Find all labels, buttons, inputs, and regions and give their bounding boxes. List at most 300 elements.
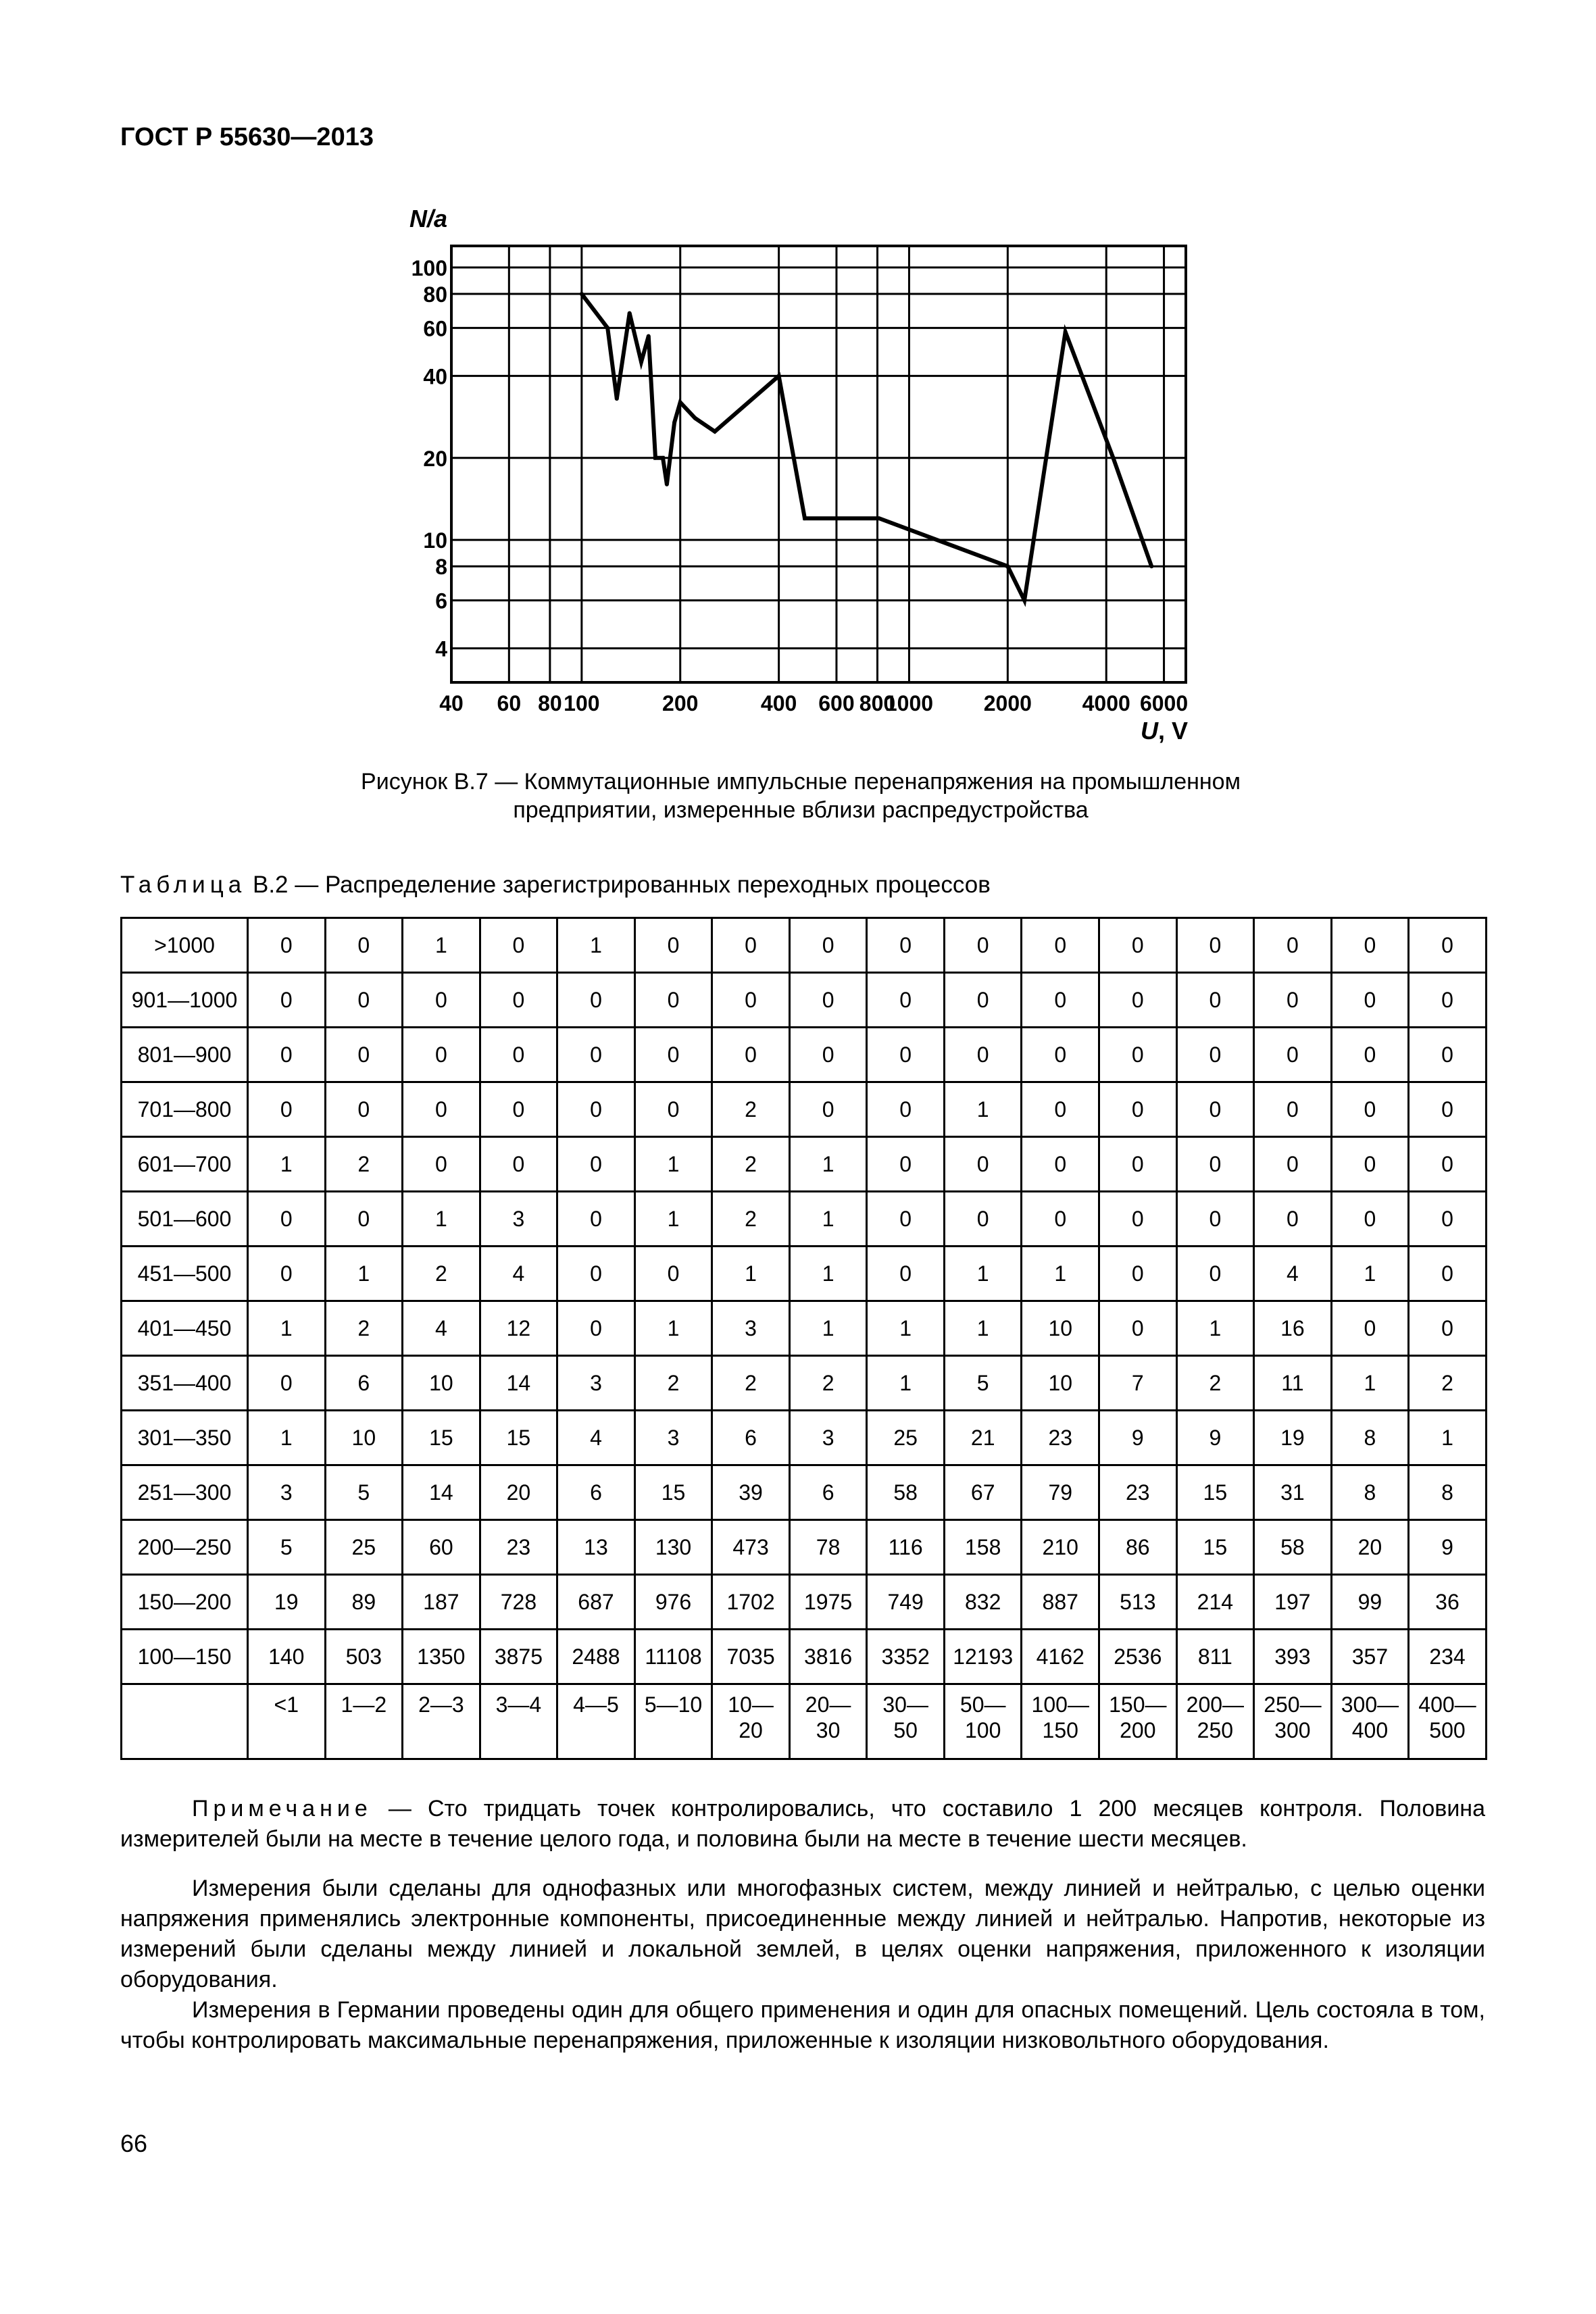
duration-header-cell — [1254, 1684, 1332, 1759]
count-cell: 4 — [557, 1411, 635, 1465]
count-cell: 749 — [867, 1575, 945, 1630]
voltage-range-cell: 351—400 — [122, 1356, 248, 1411]
table-title — [120, 872, 991, 899]
duration-header-line: 150— — [1109, 1692, 1167, 1717]
duration-header-line: 100 — [965, 1718, 1001, 1742]
count-cell: 0 — [867, 1082, 945, 1137]
y-tick-label: 10 — [423, 528, 447, 553]
count-cell: 234 — [1409, 1630, 1487, 1684]
count-cell: 0 — [325, 1082, 403, 1137]
count-cell: 0 — [325, 918, 403, 973]
duration-header-line: 5—10 — [644, 1692, 703, 1717]
count-cell: 0 — [944, 1028, 1022, 1082]
x-tick-labels — [439, 691, 1188, 715]
duration-header-row — [122, 1684, 1487, 1759]
series-point — [1022, 599, 1026, 603]
chart-vertical-gridlines — [451, 246, 1164, 682]
count-cell: 0 — [1254, 973, 1332, 1028]
count-cell: 16 — [1254, 1301, 1332, 1356]
y-tick-labels — [412, 256, 448, 661]
count-cell: 58 — [1254, 1520, 1332, 1575]
transients-table — [120, 917, 1487, 1760]
count-cell: 1 — [248, 1411, 326, 1465]
count-cell: 6 — [557, 1465, 635, 1520]
count-cell: 6 — [325, 1356, 403, 1411]
x-tick-label: 2000 — [983, 691, 1032, 715]
count-cell: 0 — [557, 1192, 635, 1247]
table-title-text: В.2 — Распределение зарегистрированных переходных процессов — [252, 872, 991, 898]
duration-header-line: 100— — [1031, 1692, 1089, 1717]
duration-header-cell — [1022, 1684, 1099, 1759]
count-cell: 31 — [1254, 1465, 1332, 1520]
body-paragraph-2: Измерения в Германии проведены один для общего применения и один для опасных помещений. Цель состояла в том, чтобы контролировать максимальные перенапряжения, приложенные к изоляции низковольтного оборудования. — [120, 1997, 1485, 2053]
count-cell: 19 — [248, 1575, 326, 1630]
x-tick-label: 800 — [859, 691, 896, 715]
duration-header-cell — [712, 1684, 790, 1759]
count-cell: 1 — [789, 1192, 867, 1247]
x-tick-label: 100 — [564, 691, 600, 715]
count-cell: 0 — [634, 1028, 712, 1082]
duration-header-cell — [248, 1684, 326, 1759]
count-cell: 5 — [325, 1465, 403, 1520]
x-tick-label: 80 — [538, 691, 562, 715]
duration-header-line: 150 — [1042, 1718, 1078, 1742]
count-cell: 0 — [1099, 1082, 1177, 1137]
voltage-range-cell: 501—600 — [122, 1192, 248, 1247]
x-tick-label: 600 — [818, 691, 855, 715]
count-cell: 3 — [789, 1411, 867, 1465]
voltage-range-cell: 901—1000 — [122, 973, 248, 1028]
series-point — [580, 292, 584, 296]
duration-header-line: 400— — [1418, 1692, 1476, 1717]
count-cell: 1 — [1022, 1247, 1099, 1301]
count-cell: 0 — [634, 1082, 712, 1137]
count-cell: 1 — [248, 1137, 326, 1192]
count-cell: 0 — [944, 1137, 1022, 1192]
chart-frame — [451, 246, 1186, 682]
duration-header-line: 400 — [1351, 1718, 1389, 1742]
count-cell: 0 — [1176, 1082, 1254, 1137]
count-cell: 728 — [480, 1575, 557, 1630]
count-cell: 3 — [712, 1301, 790, 1356]
count-cell: 0 — [248, 918, 326, 973]
series-point — [628, 311, 632, 315]
duration-header-cell — [634, 1684, 712, 1759]
count-cell: 0 — [1331, 918, 1409, 973]
count-cell: 2488 — [557, 1630, 635, 1684]
count-cell: 1 — [1176, 1301, 1254, 1356]
y-tick-label: 80 — [423, 282, 447, 307]
count-cell: 86 — [1099, 1520, 1177, 1575]
count-cell: 10 — [1022, 1356, 1099, 1411]
count-cell: 5 — [248, 1520, 326, 1575]
count-cell: 0 — [1099, 918, 1177, 973]
x-tick-label: 6000 — [1139, 691, 1189, 715]
count-cell: 0 — [634, 918, 712, 973]
count-cell: 0 — [480, 1137, 557, 1192]
count-cell: 2 — [712, 1192, 790, 1247]
note-label: Примечание — [192, 1796, 372, 1821]
count-cell: 0 — [1254, 1192, 1332, 1247]
table-title-word: Таблица — [120, 872, 247, 898]
duration-header-line: 20 — [739, 1718, 763, 1742]
count-cell: 0 — [1176, 1247, 1254, 1301]
duration-header-cell — [325, 1684, 403, 1759]
count-cell: 0 — [712, 973, 790, 1028]
document-header: ГОСТ Р 55630—2013 — [120, 123, 374, 151]
count-cell: 15 — [480, 1411, 557, 1465]
count-cell: 0 — [1409, 1247, 1487, 1301]
count-cell: 976 — [634, 1575, 712, 1630]
count-cell: 0 — [867, 918, 945, 973]
count-cell: 0 — [1176, 1192, 1254, 1247]
count-cell: 887 — [1022, 1575, 1099, 1630]
count-cell: 0 — [557, 1028, 635, 1082]
count-cell: 0 — [325, 973, 403, 1028]
count-cell: 0 — [248, 1028, 326, 1082]
count-cell: 1 — [944, 1082, 1022, 1137]
voltage-range-cell: 401—450 — [122, 1301, 248, 1356]
count-cell: 0 — [634, 1247, 712, 1301]
count-cell: 1 — [789, 1247, 867, 1301]
count-cell: 9 — [1409, 1520, 1487, 1575]
count-cell: 7035 — [712, 1630, 790, 1684]
count-cell: 11108 — [634, 1630, 712, 1684]
series-point — [877, 516, 881, 520]
duration-header-line: 20— — [805, 1692, 851, 1717]
count-cell: 187 — [403, 1575, 480, 1630]
count-cell: 10 — [403, 1356, 480, 1411]
series-point — [678, 400, 682, 404]
count-cell: 0 — [557, 973, 635, 1028]
duration-header-line: 250— — [1264, 1692, 1322, 1717]
duration-header-line: 3—4 — [495, 1692, 542, 1717]
series-point — [661, 456, 665, 460]
series-point — [653, 456, 657, 460]
count-cell: 0 — [789, 918, 867, 973]
count-cell: 1 — [403, 1192, 480, 1247]
duration-header-line: 30 — [816, 1718, 841, 1742]
count-cell: 0 — [248, 973, 326, 1028]
count-cell: 0 — [557, 1082, 635, 1137]
series-point — [803, 516, 807, 520]
figure-caption-line-2: предприятии, измеренные вблизи распредустройства — [513, 797, 1089, 823]
note-text: — Сто тридцать точек контролировались, что составило 1 200 месяцев контроля. Половина измерителей были на месте в течение целого года, и половина были на месте в течение шести месяцев. — [120, 1796, 1485, 1852]
count-cell: 0 — [403, 1028, 480, 1082]
body-paragraph-1: Измерения были сделаны для однофазных или многофазных систем, между линией и нейтралью, с целью оценки напряжения применялись электронные компоненты, присоединенные между линией и нейтралью. Напротив, некоторые из измерений были сделаны между линией и локальной землей, в целях оценки напряжения, приложенного к изоляции оборудования. — [120, 1876, 1485, 1992]
count-cell: 1 — [557, 918, 635, 973]
count-cell: 214 — [1176, 1575, 1254, 1630]
count-cell: 23 — [1099, 1465, 1177, 1520]
count-cell: 6 — [789, 1465, 867, 1520]
x-tick-label: 1000 — [884, 691, 934, 715]
count-cell: 4 — [480, 1247, 557, 1301]
count-cell: 0 — [1099, 1137, 1177, 1192]
duration-header-line: 10— — [728, 1692, 774, 1717]
table-row — [122, 1356, 1487, 1411]
count-cell: 10 — [1022, 1301, 1099, 1356]
duration-header-line: 2—3 — [418, 1692, 464, 1717]
duration-header-cell — [944, 1684, 1022, 1759]
count-cell: 79 — [1022, 1465, 1099, 1520]
count-cell: 7 — [1099, 1356, 1177, 1411]
count-cell: 0 — [1099, 1192, 1177, 1247]
count-cell: 210 — [1022, 1520, 1099, 1575]
count-cell: 0 — [1176, 1028, 1254, 1082]
count-cell: 2 — [325, 1301, 403, 1356]
duration-header-cell — [1409, 1684, 1487, 1759]
x-tick-label: 60 — [497, 691, 522, 715]
count-cell: 1350 — [403, 1630, 480, 1684]
count-cell: 1 — [634, 1301, 712, 1356]
duration-header-cell — [1176, 1684, 1254, 1759]
count-cell: 2 — [1176, 1356, 1254, 1411]
page-number: 66 — [120, 2130, 148, 2157]
count-cell: 2 — [403, 1247, 480, 1301]
voltage-range-cell: >1000 — [122, 918, 248, 973]
count-cell: 0 — [867, 1137, 945, 1192]
duration-header-line: 250 — [1197, 1718, 1234, 1742]
count-cell: 2 — [712, 1137, 790, 1192]
count-cell: 0 — [1176, 973, 1254, 1028]
voltage-range-cell: 301—350 — [122, 1411, 248, 1465]
table-row — [122, 1520, 1487, 1575]
count-cell: 0 — [1409, 1082, 1487, 1137]
count-cell: 78 — [789, 1520, 867, 1575]
duration-header-cell — [1099, 1684, 1177, 1759]
duration-header-cell — [403, 1684, 480, 1759]
count-cell: 1 — [1331, 1356, 1409, 1411]
y-tick-label: 40 — [423, 364, 447, 389]
count-cell: 0 — [480, 918, 557, 973]
count-cell: 0 — [248, 1082, 326, 1137]
y-axis-label: N/a — [409, 205, 448, 232]
count-cell: 0 — [480, 1028, 557, 1082]
count-cell: 0 — [1331, 1301, 1409, 1356]
count-cell: 0 — [944, 918, 1022, 973]
count-cell: 1 — [944, 1301, 1022, 1356]
voltage-range-cell: 150—200 — [122, 1575, 248, 1630]
count-cell: 0 — [1176, 1137, 1254, 1192]
count-cell: 3816 — [789, 1630, 867, 1684]
duration-header-line: 30— — [882, 1692, 928, 1717]
count-cell: 15 — [634, 1465, 712, 1520]
duration-header-line: 50 — [893, 1718, 918, 1742]
count-cell: 0 — [1409, 1028, 1487, 1082]
count-cell: 1 — [867, 1301, 945, 1356]
duration-header-cell — [557, 1684, 635, 1759]
count-cell: 25 — [325, 1520, 403, 1575]
count-cell: 14 — [480, 1356, 557, 1411]
voltage-range-cell: 601—700 — [122, 1137, 248, 1192]
count-cell: 0 — [1022, 1028, 1099, 1082]
count-cell: 0 — [325, 1028, 403, 1082]
count-cell: 0 — [1254, 1137, 1332, 1192]
count-cell: 393 — [1254, 1630, 1332, 1684]
count-cell: 0 — [1409, 973, 1487, 1028]
y-tick-label: 20 — [423, 446, 447, 471]
count-cell: 513 — [1099, 1575, 1177, 1630]
count-cell: 687 — [557, 1575, 635, 1630]
voltage-range-cell: 701—800 — [122, 1082, 248, 1137]
count-cell: 89 — [325, 1575, 403, 1630]
count-cell: 5 — [944, 1356, 1022, 1411]
count-cell: 0 — [867, 1192, 945, 1247]
count-cell: 1 — [634, 1137, 712, 1192]
count-cell: 23 — [1022, 1411, 1099, 1465]
table-row — [122, 1247, 1487, 1301]
series-point — [1111, 456, 1115, 460]
duration-header-cell — [789, 1684, 867, 1759]
count-cell: 140 — [248, 1630, 326, 1684]
count-cell: 2 — [712, 1356, 790, 1411]
duration-header-line: 200— — [1186, 1692, 1245, 1717]
count-cell: 36 — [1409, 1575, 1487, 1630]
duration-header-line: 1—2 — [341, 1692, 387, 1717]
count-cell: 11 — [1254, 1356, 1332, 1411]
count-cell: 0 — [403, 1082, 480, 1137]
count-cell: 4162 — [1022, 1630, 1099, 1684]
count-cell: 1 — [1331, 1247, 1409, 1301]
count-cell: 3875 — [480, 1630, 557, 1684]
voltage-range-cell: 100—150 — [122, 1630, 248, 1684]
chart-horizontal-gridlines — [451, 268, 1186, 649]
series-point — [672, 420, 676, 424]
count-cell: 99 — [1331, 1575, 1409, 1630]
voltage-range-cell: 251—300 — [122, 1465, 248, 1520]
count-cell: 0 — [1099, 1301, 1177, 1356]
count-cell: 0 — [1331, 1137, 1409, 1192]
count-cell: 12 — [480, 1301, 557, 1356]
count-cell: 15 — [1176, 1465, 1254, 1520]
y-tick-label: 60 — [423, 316, 447, 341]
voltage-range-cell: 801—900 — [122, 1028, 248, 1082]
duration-header-line: 4—5 — [573, 1692, 619, 1717]
count-cell: 0 — [789, 1028, 867, 1082]
voltage-range-cell: 451—500 — [122, 1247, 248, 1301]
count-cell: 0 — [789, 973, 867, 1028]
count-cell: 0 — [1331, 1082, 1409, 1137]
count-cell: 4 — [1254, 1247, 1332, 1301]
count-cell: 19 — [1254, 1411, 1332, 1465]
count-cell: 0 — [944, 973, 1022, 1028]
count-cell: 1 — [789, 1137, 867, 1192]
x-tick-label: 40 — [439, 691, 464, 715]
count-cell: 0 — [944, 1192, 1022, 1247]
count-cell: 2 — [712, 1082, 790, 1137]
series-point — [639, 360, 643, 364]
count-cell: 811 — [1176, 1630, 1254, 1684]
count-cell: 158 — [944, 1520, 1022, 1575]
count-cell: 0 — [1254, 1028, 1332, 1082]
count-cell: 67 — [944, 1465, 1022, 1520]
count-cell: 39 — [712, 1465, 790, 1520]
count-cell: 2 — [789, 1356, 867, 1411]
count-cell: 12193 — [944, 1630, 1022, 1684]
series-point — [1149, 564, 1153, 568]
table-row — [122, 1082, 1487, 1137]
series-point — [615, 397, 619, 401]
table-row — [122, 973, 1487, 1028]
count-cell: 10 — [325, 1411, 403, 1465]
count-cell: 8 — [1331, 1411, 1409, 1465]
count-cell: 0 — [1409, 1301, 1487, 1356]
duration-header-line: <1 — [274, 1692, 299, 1717]
count-cell: 0 — [634, 973, 712, 1028]
duration-header-line: 50— — [959, 1692, 1006, 1717]
count-cell: 25 — [867, 1411, 945, 1465]
series-point — [1005, 564, 1009, 568]
count-cell: 1702 — [712, 1575, 790, 1630]
count-cell: 3352 — [867, 1630, 945, 1684]
voltage-range-cell: 200—250 — [122, 1520, 248, 1575]
table-row — [122, 1575, 1487, 1630]
count-cell: 473 — [712, 1520, 790, 1575]
count-cell: 1 — [712, 1247, 790, 1301]
count-cell: 8 — [1331, 1465, 1409, 1520]
count-cell: 60 — [403, 1520, 480, 1575]
overvoltage-chart — [0, 0, 1596, 763]
duration-header-cell — [867, 1684, 945, 1759]
count-cell: 0 — [1409, 918, 1487, 973]
y-tick-label: 8 — [435, 555, 447, 580]
count-cell: 0 — [1099, 1247, 1177, 1301]
count-cell: 20 — [480, 1465, 557, 1520]
series-point — [777, 374, 781, 378]
table-row — [122, 918, 1487, 973]
x-tick-label: 400 — [760, 691, 797, 715]
count-cell: 1 — [1409, 1411, 1487, 1465]
count-cell: 1975 — [789, 1575, 867, 1630]
duration-header-cell — [480, 1684, 557, 1759]
count-cell: 9 — [1176, 1411, 1254, 1465]
count-cell: 0 — [1254, 918, 1332, 973]
count-cell: 0 — [1022, 918, 1099, 973]
count-cell: 1 — [325, 1247, 403, 1301]
count-cell: 0 — [712, 918, 790, 973]
count-cell: 0 — [867, 1028, 945, 1082]
count-cell: 0 — [403, 1137, 480, 1192]
table-row — [122, 1192, 1487, 1247]
count-cell: 832 — [944, 1575, 1022, 1630]
series-point — [713, 430, 717, 434]
count-cell: 0 — [325, 1192, 403, 1247]
count-cell: 2 — [1409, 1356, 1487, 1411]
x-tick-label: 4000 — [1082, 691, 1130, 715]
series-point — [1064, 330, 1068, 334]
count-cell: 0 — [867, 973, 945, 1028]
count-cell: 0 — [557, 1137, 635, 1192]
count-cell: 3 — [557, 1356, 635, 1411]
count-cell: 0 — [480, 1082, 557, 1137]
count-cell: 1 — [248, 1301, 326, 1356]
count-cell: 3 — [634, 1411, 712, 1465]
count-cell: 0 — [1331, 1192, 1409, 1247]
y-tick-label: 6 — [435, 588, 447, 613]
count-cell: 15 — [403, 1411, 480, 1465]
x-tick-label: 200 — [662, 691, 699, 715]
count-cell: 2 — [325, 1137, 403, 1192]
count-cell: 9 — [1099, 1411, 1177, 1465]
count-cell: 0 — [1022, 973, 1099, 1028]
y-tick-label: 100 — [411, 255, 447, 280]
count-cell: 0 — [403, 973, 480, 1028]
table-row — [122, 1630, 1487, 1684]
count-cell: 0 — [557, 1247, 635, 1301]
count-cell: 0 — [1331, 973, 1409, 1028]
y-tick-label: 4 — [435, 636, 447, 661]
count-cell: 503 — [325, 1630, 403, 1684]
